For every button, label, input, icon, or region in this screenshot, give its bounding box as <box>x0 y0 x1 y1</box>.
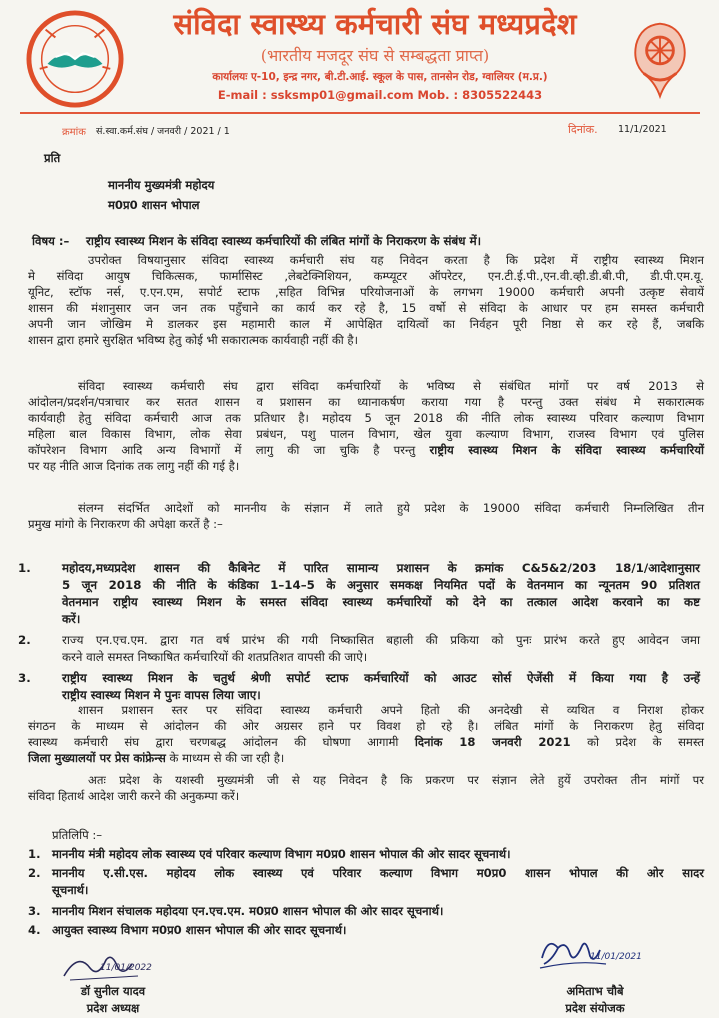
para-2-line: महिला बाल विकास विभाग, लोक सेवा प्रबंधन, पशु पालन विभाग, खेल युवा कल्याण विभाग, राजस्व विभाग एवं पुलिस <box>28 427 704 441</box>
copy-text-block <box>52 865 704 899</box>
para-2-line: आंदोलन/प्रदर्शन/पत्राचार कर सतत शासन व प्रशासन का ध्यानाकर्षण कराया गया है परन्तु उक्त संबंध मे सकारात्मक <box>28 395 704 409</box>
demand-text <box>62 632 700 666</box>
para-5 <box>28 772 704 804</box>
demand-text <box>62 670 700 704</box>
union-logo <box>26 10 124 108</box>
para-5-line: अतः प्रदेश के यशस्वी मुख्यमंत्री जी से यह निवेदन है कि प्रकरण पर संज्ञान लेते हुयें उपरोक्त तीन मांगों पर <box>88 773 704 787</box>
para-4-line: शासन प्रशासन स्तर पर संविदा स्वास्थ्य कर्मचारी अपने हितो की अनदेखी से व्यथित व निराश होकर <box>78 703 704 717</box>
demand-item <box>18 670 708 704</box>
copy-item <box>28 903 708 920</box>
demand-text <box>62 560 700 628</box>
recipient-line1: माननीय मुख्यमंत्री महोदय <box>108 178 215 192</box>
demand-line-last: करने वाले समस्त निष्काषित कर्मचारियों की शतप्रतिशत वापसी की जाऐ। <box>62 650 368 664</box>
demand-list <box>18 560 708 704</box>
ref-number: सं.स्वा.कर्म.संघ / जनवरी / 2021 / 1 <box>96 126 230 137</box>
recipient-line2: म0प्र0 शासन भोपाल <box>108 198 200 212</box>
para-1-line: उपरोक्त विषयानुसार संविदा स्वास्थ्य कर्मचारी संघ यह निवेदन करता है कि प्रदेश में राष्ट्रीय स्वास्थ्य मिशन <box>88 253 704 267</box>
demand-line: राष्ट्रीय स्वास्थ्य मिशन के चतुर्थ श्रेणी सपोर्ट स्टाफ कर्मचारियों को आउट सोर्स ऐजेंसी में किया गया है उन्हें <box>62 671 700 685</box>
copy-number: 1. <box>28 847 41 861</box>
para-1-line: यूनिट, स्टॉफ नर्स, ए.एन.एम, सपोर्ट स्टाफ ,सहित विभिन्न परियोजनाओं के लगभग 19000 कर्मचारी अपनी उत्कृष्ट सेवायें <box>28 285 704 299</box>
para-1-last: शासन द्वारा हमारे सुरक्षित भविष्य हेतु कोई भी सकारात्मक कार्यवाही नहीं की है। <box>28 333 358 347</box>
para-4-line-3-tail: को प्रदेश के समस्त <box>570 735 704 749</box>
demand-number: 1. <box>18 561 31 575</box>
date-label: दिनांक. <box>568 123 598 136</box>
letterhead-divider <box>20 112 700 114</box>
copy-text: आयुक्त स्वास्थ्य विभाग म0प्र0 शासन भोपाल की ओर सादर सूचनार्थ। <box>52 923 347 937</box>
para-2-last: पर यह नीति आज दिनांक तक लागु नहीं की गई है। <box>28 459 240 473</box>
copy-text: माननीय मंत्री महोदय लोक स्वास्थ्य एवं परिवार कल्याण विभाग म0प्र0 शासन भोपाल की ओर सादर सूचनार्थ। <box>52 847 511 861</box>
para-1-line: शासन की मंशानुसार जन जन तक पहुँचाने का कार्य कर रहे है, 15 वर्षो से संविदा के आधार पर हम समस्त कर्मचारी <box>28 301 704 315</box>
left-signature-date: 11/01/2022 <box>100 963 152 973</box>
para-1-line: अपनी जान जोखिम मे डालकर इस महामारी काल में आपेक्षित दायित्वों का निर्वहन पूरी निष्ठा से कर रहे हैं, जबकि <box>28 317 704 331</box>
demand-line: महोदय,मध्यप्रदेश शासन की कैबिनेट में पारित सामान्य प्रशासन के क्रमांक C&5&2/203 18/1/आदेशानुसार <box>62 561 700 575</box>
copy-text-last: सूचनार्थ। <box>52 883 89 897</box>
right-signatory-title: प्रदेश संयोजक <box>565 1001 625 1015</box>
para-4-line-4-normal: के माध्यम से की जा रही है। <box>165 751 285 765</box>
para-2-line-5-bold: राष्ट्रीय स्वास्थ्य मिशन के संविदा स्वास्थ्य कर्मचारियों <box>429 443 704 457</box>
para-3 <box>28 500 704 532</box>
right-signature-date: 11/01/2021 <box>590 952 642 962</box>
left-signatory-title: प्रदेश अध्यक्ष <box>86 1001 140 1015</box>
para-4-line-3 <box>28 734 704 750</box>
copy-number: 2. <box>28 866 41 880</box>
copies-heading: प्रतिलिपि :– <box>52 828 103 842</box>
right-signatory-name: अमिताभ चौबे <box>566 984 624 998</box>
demand-item <box>18 632 708 666</box>
para-4-press: जिला मुख्यालयों पर प्रेस कांफ्रेन्स <box>28 751 166 765</box>
copy-text: माननीय मिशन संचालक महोदया एन.एच.एम. म0प्र0 शासन भोपाल की ओर सादर सूचनार्थ। <box>52 904 444 918</box>
copies-list <box>28 846 708 939</box>
copy-number: 3. <box>28 904 41 918</box>
prati: प्रति <box>44 151 61 165</box>
para-4-line: संगठन के माध्यम से आंदोलन की ओर अग्रसर हाने पर विवश हो रहे है। लंबित मांगों के निराकरण हेतु संविदा <box>28 719 704 733</box>
para-1 <box>28 252 704 348</box>
para-3-last: प्रमुख मांगो के निराकरण की अपेक्षा करतें है :– <box>28 517 223 531</box>
left-signatory-name: डॉ सुनील यादव <box>80 984 146 998</box>
ref-label: क्रमांक <box>62 127 86 138</box>
org-name: संविदा स्वास्थ्य कर्मचारी संघ मध्यप्रदेश <box>173 7 577 41</box>
para-4-line-3-normal: स्वास्थ्य कर्मचारी संघ द्वारा चरणबद्ध आंदोलन की घोषणा आगामी <box>28 735 415 749</box>
para-3-line: संलग्न संदर्भित आदेशों को माननीय के संज्ञान में लाते हुये प्रदेश के 19000 संविदा कर्मचारी निम्नलिखित तीन <box>78 501 704 515</box>
para-1-line: मे संविदा आयुष चिकित्सक, फार्मासिस्ट ,लेबटेक्निशियन, कम्प्यूटर ऑपरेटर, एन.टी.ई.पी.,एन.वी.व्ही.डी.बी.पी, डी.पी.एम.यू. <box>28 269 704 283</box>
demand-line-last: राष्ट्रीय स्वास्थ्य मिशन मे पुनः वापस लिया जाए। <box>62 688 261 702</box>
demand-line: राज्य एन.एच.एम. द्वारा गत वर्ष प्रारंभ की गयी निष्कासित बहाली की प्रकिया को पुनः प्रारंभ करते हुए आवेदन जमा <box>62 633 700 647</box>
demand-number: 2. <box>18 633 31 647</box>
affiliation: (भारतीय मजदूर संघ से सम्बद्धता प्राप्त) <box>260 46 490 65</box>
para-2-line: संविदा स्वास्थ्य कर्मचारी संघ द्वारा संविदा कर्मचारियों के भविष्य से संबंधित मांगों पर वर्ष 2013 से <box>78 379 704 393</box>
para-4 <box>28 702 704 766</box>
contact-line: E-mail : ssksmp01@gmail.com Mob. : 8305522443 <box>217 88 543 102</box>
para-2-line: कार्यवाही हेतु संविदा कर्मचारी आज तक प्रतिधार है। महोदय 5 जून 2018 की नीति लोक स्वास्थ्य परिवार कल्याण विभाग <box>28 411 704 425</box>
demand-number: 3. <box>18 671 31 685</box>
para-4-line-4 <box>28 750 704 766</box>
para-5-last: संविदा हितार्थ आदेश जारी करने की अनुकम्पा करें। <box>28 789 240 803</box>
demand-line-last: करें। <box>62 612 81 626</box>
para-2 <box>28 378 704 474</box>
copy-item <box>28 865 708 899</box>
bms-emblem-icon <box>626 16 694 102</box>
para-4-date: दिनांक 18 जनवरी 2021 <box>414 735 571 749</box>
copy-item <box>28 846 708 863</box>
copy-number: 4. <box>28 923 41 937</box>
demand-item <box>18 560 708 628</box>
subject-text: राष्ट्रीय स्वास्थ्य मिशन के संविदा स्वास्थ्य कर्मचारियों की लंबित मांगों के निराकरण के संबंध में। <box>86 234 482 248</box>
copy-text: माननीय ए.सी.एस. महोदय लोक स्वास्थ्य एवं परिवार कल्याण विभाग म0प्र0 शासन भोपाल की ओर सादर <box>52 866 704 880</box>
demand-line: वेतनमान राष्ट्रीय स्वास्थ्य मिशन के समस्त संविदा स्वास्थ्य कर्मचारियों को देने का तत्काल आदेश करवाने का कष्ट <box>62 595 700 609</box>
para-2-line-5-normal: कॉपरेशन विभाग आदि अन्य विभागों में लागु की जा चुकि है परन्तु <box>28 443 430 457</box>
demand-line: 5 जून 2018 की नीति के कंडिका 1–14–5 के अनुसार समकक्ष नियमित पदों के वेतनमान का न्यूनतम 90 प्रतिशत <box>62 578 700 592</box>
date-value: 11/1/2021 <box>618 124 667 135</box>
para-2-line-5 <box>28 442 704 458</box>
subject-label: विषय :– <box>32 234 70 248</box>
office-address: कार्यालयः ए-10, इन्द्र नगर, बी.टी.आई. स्कूल के पास, तानसेन रोड, ग्वालियर (म.प्र.) <box>212 71 548 83</box>
